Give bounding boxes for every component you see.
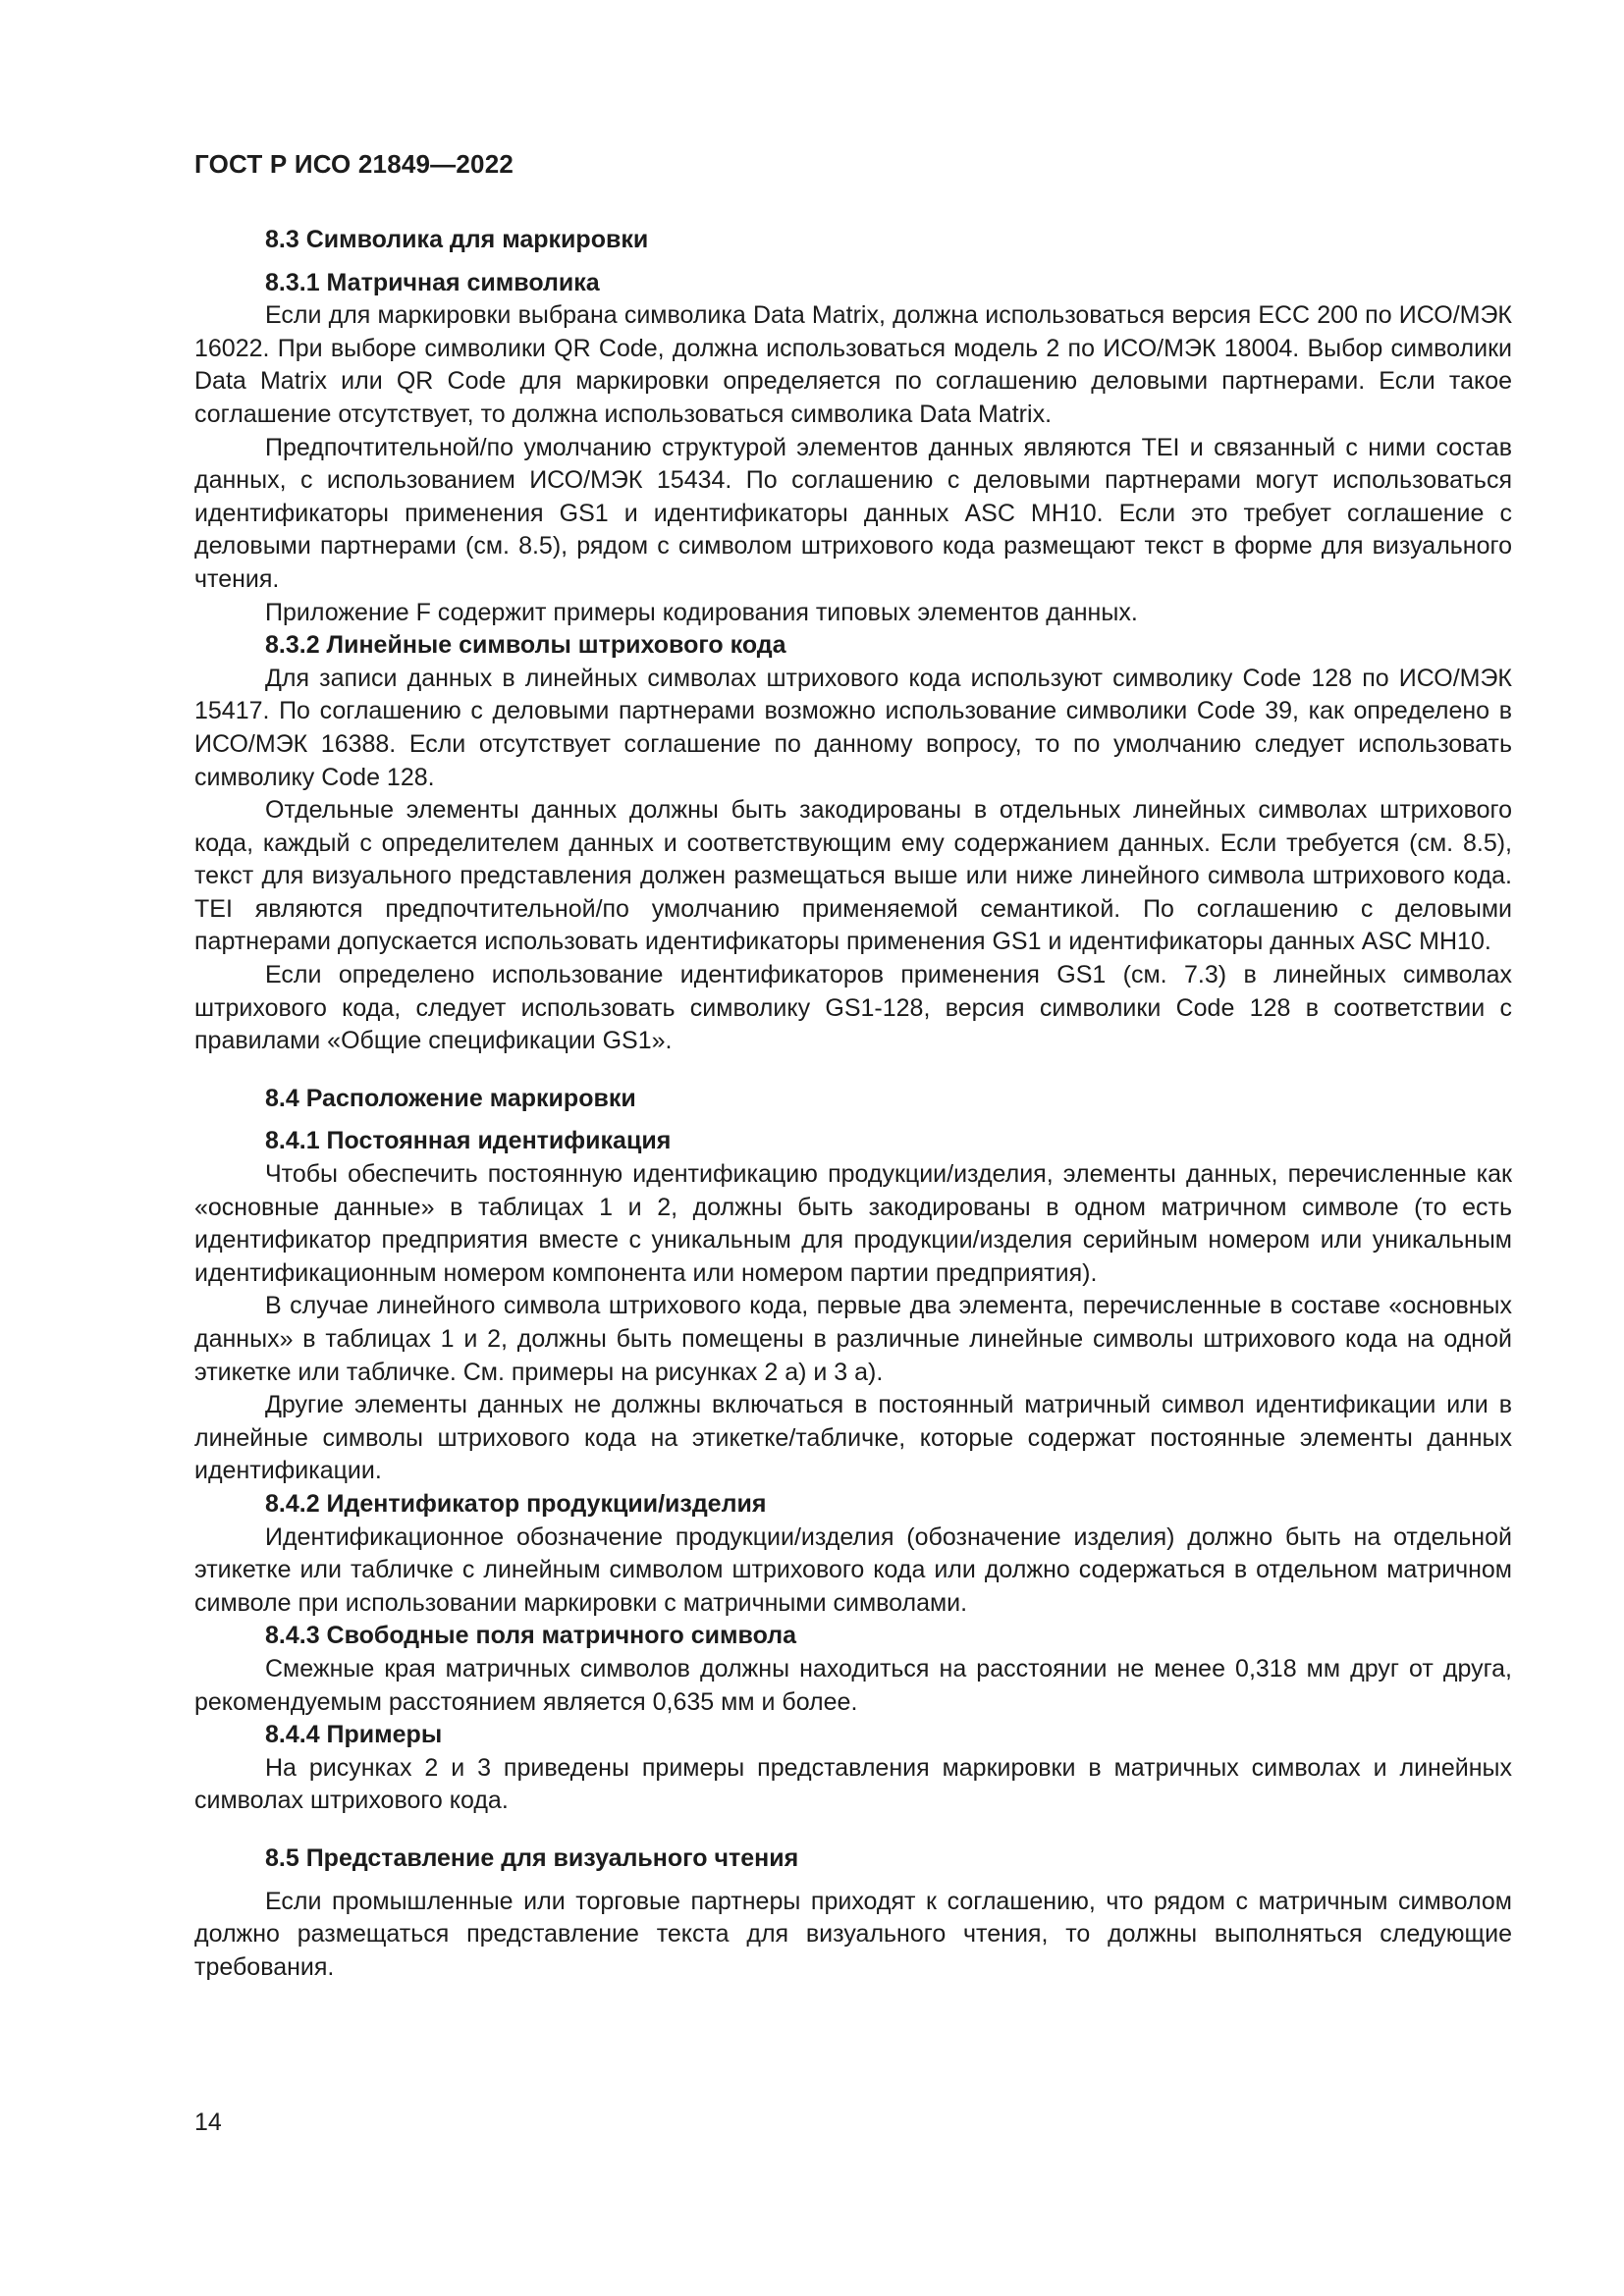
paragraph: На рисунках 2 и 3 приведены примеры представления маркировки в матричных символах и линейных символах штрихового кода. — [194, 1753, 1512, 1815]
paragraph: Смежные края матричных символов должны находиться на расстоянии не менее 0,318 мм друг от друга, рекомендуемым расстоянием является 0,635 мм и более. — [194, 1654, 1512, 1716]
section-8-5-title: 8.5 Представление для визуального чтения — [265, 1843, 799, 1872]
paragraph: Чтобы обеспечить постоянную идентификацию продукции/изделия, элементы данных, перечисленные как «основные данные» в таблицах 1 и 2, должны быть закодированы в одном матричном символе (то есть идентификатор предприятия вместе с уникальным для продукции/изделия серийным номером или уникальным идентификационным номером компонента или номером партии предприятия). — [194, 1160, 1512, 1287]
paragraph: Если промышленные или торговые партнеры приходят к соглашению, что рядом с матричным символом должно размещаться представление текста для визуального чтения, то должны выполняться следующие требования. — [194, 1887, 1512, 1981]
paragraph: Приложение F содержит примеры кодирования типовых элементов данных. — [265, 598, 1138, 626]
section-8-4-1-title: 8.4.1 Постоянная идентификация — [265, 1127, 672, 1155]
document-body — [194, 224, 1512, 1984]
paragraph: Для записи данных в линейных символах штрихового кода используют символику Code 128 по ИСО/МЭК 15417. По соглашению с деловыми партнерами возможно использование символики Code 39, как определено в ИСО/МЭК 16388. Если отсутствует соглашение по данному вопросу, то по умолчанию следует использовать символику Code 128. — [194, 664, 1512, 791]
section-8-4-2-title: 8.4.2 Идентификатор продукции/изделия — [265, 1489, 767, 1518]
standard-header: ГОСТ Р ИСО 21849—2022 — [194, 149, 514, 179]
paragraph: Предпочтительной/по умолчанию структурой элементов данных являются TEI и связанный с ними состав данных, с использованием ИСО/МЭК 15434. По соглашению с деловыми партнерами могут использоваться идентификаторы применения GS1 и идентификаторы данных ASC MH10. Если это требует соглашение с деловыми партнерами (см. 8.5), рядом с символом штрихового кода размещают текст в форме для визуального чтения. — [194, 433, 1512, 593]
paragraph: Идентификационное обозначение продукции/изделия (обозначение изделия) должно быть на отдельной этикетке или табличке с линейным символом штрихового кода или должно содержаться в отдельном матричном символе при использовании маркировки с матричными символами. — [194, 1522, 1512, 1617]
section-8-4-4-title: 8.4.4 Примеры — [265, 1721, 443, 1749]
paragraph: В случае линейного символа штрихового кода, первые два элемента, перечисленные в составе «основных данных» в таблицах 1 и 2, должны быть помещены в различные линейные символы штрихового кода на одной этикетке или табличке. См. примеры на рисунках 2 а) и 3 а). — [194, 1292, 1512, 1386]
paragraph: Отдельные элементы данных должны быть закодированы в отдельных линейных символах штрихового кода, каждый с определителем данных и соответствующим ему содержанием данных. Если требуется (см. 8.5), текст для визуального представления должен размещаться выше или ниже линейного символа штрихового кода. TEI являются предпочтительной/по умолчанию применяемой семантикой. По соглашению с деловыми партнерами допускается использовать идентификаторы применения GS1 и идентификаторы данных ASC MH10. — [194, 796, 1512, 956]
section-8-4-3-title: 8.4.3 Свободные поля матричного символа — [265, 1622, 797, 1650]
section-8-4-title: 8.4 Расположение маркировки — [265, 1084, 636, 1112]
page-number: 14 — [194, 2109, 222, 2136]
paragraph: Если определено использование идентификаторов применения GS1 (см. 7.3) в линейных символах штрихового кода, следует использовать символику GS1-128, версия символики Code 128 в соответствии с правилами «Общие спецификации GS1». — [194, 961, 1512, 1055]
section-8-3-2-title: 8.3.2 Линейные символы штрихового кода — [265, 631, 786, 660]
section-8-3-1-title: 8.3.1 Матричная символика — [265, 268, 600, 296]
paragraph: Другие элементы данных не должны включаться в постоянный матричный символ идентификации или в линейные символы штрихового кода на этикетке/табличке, которые содержат постоянные элементы данных идентификации. — [194, 1391, 1512, 1485]
section-8-3-title: 8.3 Символика для маркировки — [265, 226, 649, 253]
paragraph: Если для маркировки выбрана символика Data Matrix, должна использоваться версия ECC 200 по ИСО/МЭК 16022. При выборе символики QR Code, должна использоваться модель 2 по ИСО/МЭК 18004. Выбор символики Data Matrix или QR Code для маркировки определяется по соглашению деловыми партнерами. Если такое соглашение отсутствует, то должна использоваться символика Data Matrix. — [194, 301, 1512, 428]
